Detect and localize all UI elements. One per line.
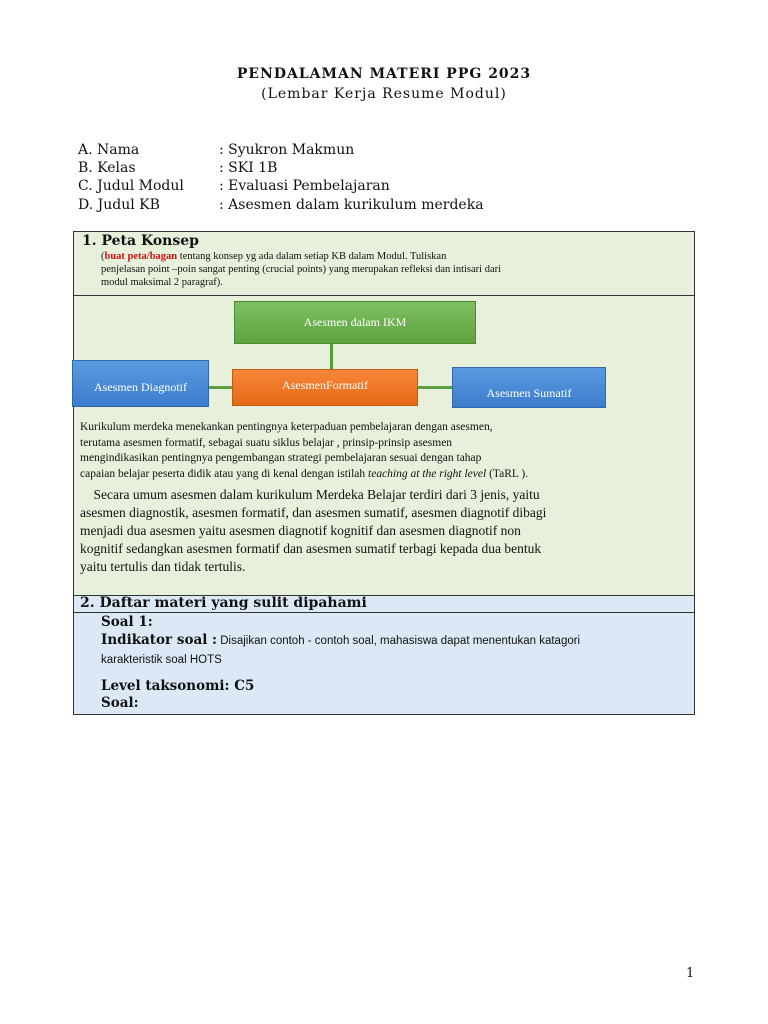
level-taksonomi: Level taksonomi: C5 (101, 678, 255, 694)
identity-value: : Asesmen dalam kurikulum merdeka (219, 197, 484, 213)
section-daftar-materi-header (73, 595, 695, 613)
section-instruction: (buat peta/bagan tentang konsep yg ada dalam setiap KB dalam Modul. Tuliskan penjelasan point –poin sangat penting (crucial points) yang merupakan refleksi dan intisari dari modul maksimal 2 paragraf). (101, 251, 502, 288)
identity-key: B. Kelas (78, 160, 136, 176)
tarl-term: teaching at the right level (368, 467, 487, 480)
section-peta-konsep-content (73, 295, 695, 596)
diagram-node-formatif: AsesmenFormatif (232, 369, 418, 406)
soal-1-label: Soal 1: (101, 614, 153, 630)
document-title: PENDALAMAN MATERI PPG 2023 (236, 66, 532, 82)
identity-value: : Syukron Makmun (219, 142, 355, 158)
identity-key: D. Judul KB (78, 197, 160, 213)
paragraph-kurikulum-merdeka: Kurikulum merdeka menekankan pentingnya keterpaduan pembelajaran dengan asesmen, terutama asesmen formatif, sebagai suatu siklus belajar , prinsip-prinsip asesmen mengindikasikan pentingnya pengembangan strategi pembelajaran sesuai dengan tahap capaian belajar peserta didik atau yang di kenal dengan istilah teaching at the right level (TaRL ). (80, 421, 529, 480)
section-title: 1. Peta Konsep (82, 233, 199, 249)
identity-key: A. Nama (78, 142, 140, 158)
section-daftar-materi-content (73, 612, 695, 715)
identity-key: C. Judul Modul (78, 178, 184, 194)
soal-label: Soal: (101, 695, 139, 711)
indikator-label: Indikator soal : (101, 632, 218, 648)
diagram-connector-vertical (330, 344, 333, 369)
diagram-connector-right (417, 386, 452, 389)
diagram-node-diagnotif: Asesmen Diagnotif (72, 360, 209, 407)
document-subtitle: (Lembar Kerja Resume Modul) (261, 86, 507, 102)
paragraph-jenis-asesmen: Secara umum asesmen dalam kurikulum Merdeka Belajar terdiri dari 3 jenis, yaitu asesmen diagnostik, asesmen formatif, dan asesmen sumatif, asesmen diagnotif dibagi menjadi dua asesmen yaitu asesmen diagnotif kognitif dan asesmen diagnotif non kognitif sedangkan asesmen formatif dan asesmen sumatif terbagi kepada dua bentuk yaitu tertulis dan tidak tertulis. (80, 487, 547, 574)
section-peta-konsep-header (73, 231, 695, 296)
diagram-connector-left (208, 386, 232, 389)
instruction-highlight: buat peta/bagan (104, 251, 178, 262)
section-title: 2. Daftar materi yang sulit dipahami (80, 595, 367, 611)
identity-value: : Evaluasi Pembelajaran (219, 178, 390, 194)
indikator-soal: Indikator soal : Disajikan contoh - contoh soal, mahasiswa dapat menentukan katagori karakteristik soal HOTS (101, 632, 581, 666)
diagram-node-root: Asesmen dalam IKM (234, 301, 476, 344)
identity-value: : SKI 1B (219, 160, 278, 176)
page-number: 1 (686, 966, 695, 981)
diagram-node-sumatif: Asesmen Sumatif (452, 367, 606, 408)
